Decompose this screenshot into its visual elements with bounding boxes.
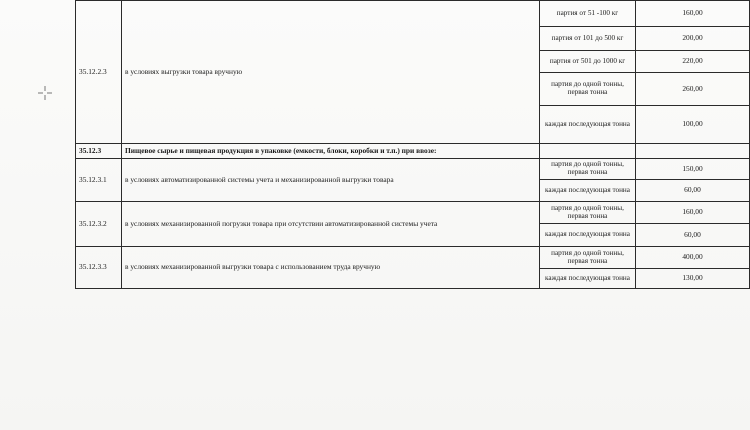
price-cell: 130,00 (636, 269, 750, 289)
row-description: в условиях выгрузки товара вручную (122, 1, 540, 144)
row-description: в условиях механизированной выгрузки товара с использованием труда вручную (122, 247, 540, 289)
price-cell: 400,00 (636, 247, 750, 269)
row-code: 35.12.2.3 (76, 1, 122, 144)
price-cell: 260,00 (636, 73, 750, 106)
price-cell: 160,00 (636, 202, 750, 224)
tariff-table (75, 0, 750, 289)
row-code: 35.12.3.2 (76, 202, 122, 247)
section-title: Пищевое сырье и пищевая продукция в упаковке (емкости, блоки, коробки и т.п.) при ввозе: (122, 144, 540, 159)
row-code: 35.12.3.1 (76, 159, 122, 202)
price-cell: 200,00 (636, 27, 750, 51)
quantity-cell: партия от 501 до 1000 кг (540, 51, 636, 73)
crosshair-mark-icon (38, 86, 52, 100)
table-row (76, 247, 750, 269)
quantity-cell: партия до одной тонны, первая тонна (540, 247, 636, 269)
row-description: в условиях механизированной погрузки товара при отсутствии автоматизированной системы учета (122, 202, 540, 247)
table-row (76, 202, 750, 224)
quantity-cell: партия до одной тонны, первая тонна (540, 73, 636, 106)
price-cell: 100,00 (636, 106, 750, 144)
empty-cell (540, 144, 636, 159)
price-cell: 60,00 (636, 180, 750, 202)
section-code: 35.12.3 (76, 144, 122, 159)
quantity-cell: каждая последующая тонна (540, 180, 636, 202)
table-row (76, 159, 750, 180)
quantity-cell: каждая последующая тонна (540, 106, 636, 144)
quantity-cell: партия от 51 -100 кг (540, 1, 636, 27)
price-cell: 150,00 (636, 159, 750, 180)
quantity-cell: партия от 101 до 500 кг (540, 27, 636, 51)
quantity-cell: каждая последующая тонна (540, 269, 636, 289)
section-row (76, 144, 750, 159)
price-cell: 160,00 (636, 1, 750, 27)
quantity-cell: партия до одной тонны, первая тонна (540, 159, 636, 180)
empty-cell (636, 144, 750, 159)
quantity-cell: каждая последующая тонна (540, 224, 636, 247)
row-description: в условиях автоматизированной системы учета и механизированной выгрузки товара (122, 159, 540, 202)
row-code: 35.12.3.3 (76, 247, 122, 289)
table-row (76, 1, 750, 27)
quantity-cell: партия до одной тонны, первая тонна (540, 202, 636, 224)
price-cell: 220,00 (636, 51, 750, 73)
price-cell: 60,00 (636, 224, 750, 247)
